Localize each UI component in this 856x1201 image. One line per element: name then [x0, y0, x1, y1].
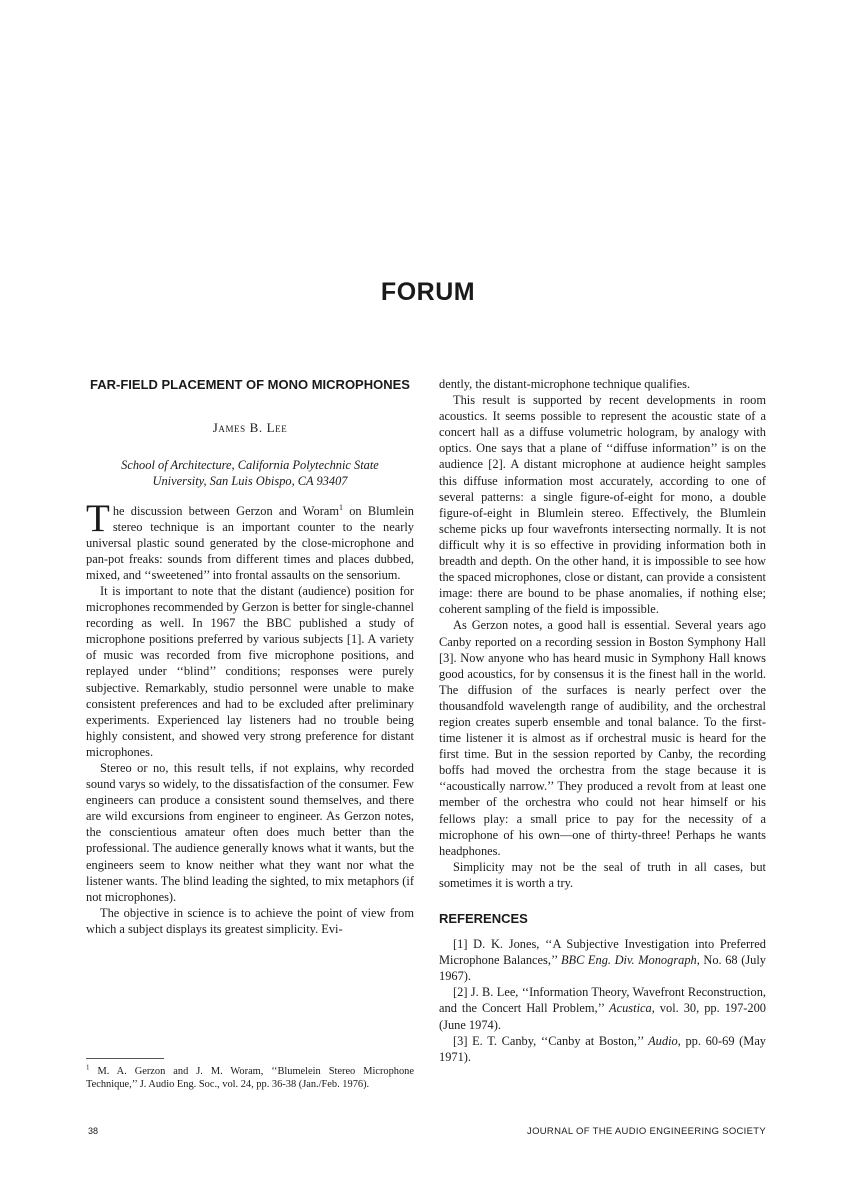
paragraph-text: he discussion between Gerzon and Woram	[112, 503, 339, 518]
body-paragraph: dently, the distant-microphone technique qualifies.	[439, 377, 691, 391]
footnote-text: M. A. Gerzon and J. M. Woram, ‘‘Blumelein Stereo Microphone Technique,’’ J. Audio Eng. Soc., vol. 24, pp. 36-38 (Jan./Feb. 1976).	[86, 1066, 414, 1090]
body-paragraph: Simplicity may not be the seal of truth in all cases, but sometimes it is worth a try.	[439, 859, 766, 890]
body-paragraph: Stereo or no, this result tells, if not explains, why recorded sound varys so widely, to the dissatisfaction of the consumer. Few engineers can produce a consistent sound themselves, and there are wild excursions from engineer to engineer. As Gerzon notes, the conscientious amateur often does much better than the professional. The audience generally knows what it wants, but the engineers seem to know neither what they want nor what the listener wants. The blind leading the sighted, to mix metaphors (if not microphones).	[86, 761, 414, 904]
reference-text: , pp. 60-69 (May 1971).	[439, 1033, 767, 1064]
reference-source: BBC Eng. Div. Monograph	[560, 953, 697, 968]
reference-text: J. B. Lee, ‘‘Information Theory, Wavefront Reconstruction, and the Concert Hall Problem,’’	[439, 985, 766, 1016]
reference-item	[439, 936, 766, 984]
references-heading: REFERENCES	[439, 911, 528, 926]
journal-name: JOURNAL OF THE AUDIO ENGINEERING SOCIETY	[527, 1126, 766, 1137]
reference-text: , No. 68 (July 1967).	[439, 953, 766, 984]
section-heading: FORUM	[380, 278, 476, 306]
reference-text: , vol. 30, pp. 197-200 (June 1974).	[439, 1001, 766, 1032]
author-affiliation: School of Architecture, California Polytechnic State University, San Luis Obispo, CA 93407	[121, 458, 379, 489]
reference-source: Acustica	[609, 1001, 652, 1016]
paragraph-text: on Blumlein stereo technique is an important counter to the nearly universal plastic sound generated by the close-microphone and pan-pot freaks: sounds from different times and places dubbed, mixed, and ‘‘sweetened’’ into frontal assaults on the sensorium.	[86, 503, 414, 582]
drop-cap: T	[86, 496, 110, 540]
reference-number: [1]	[453, 937, 468, 952]
left-column	[86, 376, 414, 937]
reference-text: D. K. Jones, ‘‘A Subjective Investigation into Preferred Microphone Balances,’’	[439, 937, 766, 968]
body-paragraph	[86, 496, 414, 583]
body-paragraph: This result is supported by recent developments in room acoustics. It seems possible to represent the acoustic state of a concert hall as a diffuse volumetric hologram, by analogy with optics. One says that a plane of ‘‘diffuse information’’ is on the audience [2]. A distant microphone at audience height samples this diffuse information most accurately, according to one of several patterns: a single figure-of-eight for mono, a double figure-of-eight in Blumlein stereo. Effectively, the Blumlein scheme picks up four wavefronts intersecting normally. It is not difficult why it is so effective in providing information both in breadth and depth. On the other hand, it is impossible to see how the spaced microphones, close or distant, can provide a consistent image: there are bound to be phase anomalies, if nothing else; coherent sampling of the field is impossible.	[439, 393, 766, 617]
footnote-number: 1	[86, 1063, 90, 1072]
reference-number: [3]	[453, 1033, 468, 1048]
footnote	[86, 1065, 414, 1091]
right-column	[439, 376, 766, 1065]
reference-number: [2]	[453, 985, 468, 1000]
footnote-divider	[86, 1058, 164, 1059]
article-title: FAR-FIELD PLACEMENT OF MONO MICROPHONES	[90, 377, 410, 392]
reference-text: E. T. Canby, ‘‘Canby at Boston,’’	[467, 1033, 649, 1048]
article-author: James B. Lee	[212, 420, 288, 435]
body-paragraph: The objective in science is to achieve the point of view from which a subject displays its greatest simplicity. Evi-	[86, 905, 414, 936]
reference-item	[439, 1033, 766, 1065]
reference-source: Audio	[648, 1033, 678, 1048]
footnote-marker: 1	[338, 502, 343, 512]
page-number: 38	[88, 1126, 99, 1136]
body-paragraph: As Gerzon notes, a good hall is essential. Several years ago Canby reported on a recording session in Boston Symphony Hall [3]. Now anyone who has heard music in Symphony Hall knows good acoustics, for by consensus it is the finest hall in the world. The diffusion of the surfaces is nearly perfect over the thousandfold wavelength range of audibility, and the orchestral region creates superb ensemble and tonal balance. To the first-time listener it is almost as if orchestral music is heard for the first time. But in the session reported by Canby, the recording boffs had moved the orchestra from the stage because it is ‘‘acoustically narrow.’’ They produced a revolt from at least one member of the orchestra who could not hear himself or his fellows play: a small price to pay for the necessity of a microphone of his own—one of thirty-three! Perhaps he wants headphones.	[439, 618, 766, 858]
reference-item	[439, 984, 766, 1032]
body-paragraph: It is important to note that the distant (audience) position for microphones recommended by Gerzon is better for single-channel recording as well. In 1967 the BBC published a study of microphone positions preferred by various subjects [1]. A variety of music was recorded from five microphone positions, and replayed under ‘‘blind’’ conditions; responses were purely subjective. Remarkably, studio personnel were unable to make consistent preferences and had to be excluded after preliminary experiments. Experienced lay listeners had no trouble being highly consistent, and showed very strong preference for distant microphones.	[86, 583, 414, 759]
